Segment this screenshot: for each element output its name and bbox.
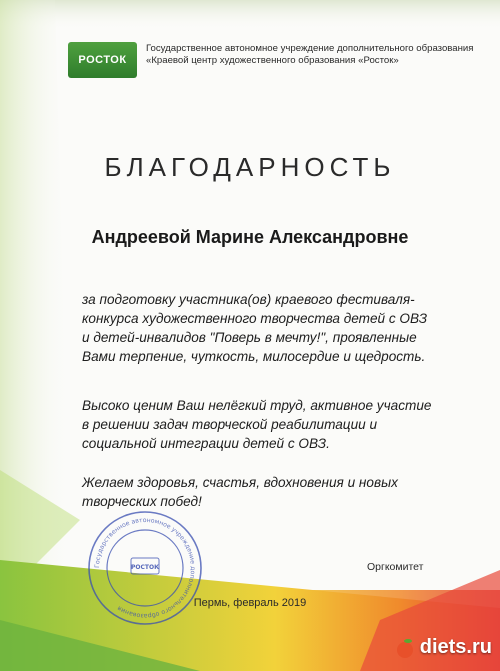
paragraph-line: в решении задач творческой реабилитации и <box>82 417 378 432</box>
paragraph-line: социальной интеграции детей с ОВЗ. <box>82 436 330 451</box>
rostok-logo: РОСТОК <box>68 42 137 78</box>
paragraph-line: за подготовку участника(ов) краевого фестиваля- <box>82 292 415 307</box>
organization-line: «Краевой центр художественного образования «Росток» <box>146 55 399 66</box>
paragraph-line: Вами терпение, чуткость, милосердие и щедрость. <box>82 349 426 364</box>
paragraph-line: конкурса художественного творчества детей с ОВЗ <box>82 311 428 326</box>
official-stamp <box>85 508 205 628</box>
wishes-paragraph <box>82 473 462 511</box>
watermark-text: diets.ru <box>419 636 492 658</box>
organization-header <box>146 43 474 67</box>
organization-line: Государственное автономное учреждение дополнительного образования <box>146 43 474 54</box>
signature-label: Оргкомитет <box>367 561 424 573</box>
place-date: Пермь, февраль 2019 <box>193 597 307 609</box>
appreciation-paragraph <box>82 396 462 453</box>
paragraph-line: Желаем здоровья, счастья, вдохновения и новых <box>82 475 398 490</box>
site-watermark <box>394 636 492 659</box>
paragraph-line: и детей-инвалидов "Поверь в мечту!", проявленные <box>82 330 417 345</box>
document-title: БЛАГОДАРНОСТЬ <box>104 152 396 182</box>
gratitude-paragraph <box>82 290 462 366</box>
stamp-center-text: РОСТОК <box>131 564 159 571</box>
recipient-name: Андреевой Марине Александровне <box>91 227 409 247</box>
apple-icon <box>394 637 416 659</box>
paragraph-line: Высоко ценим Ваш нелёгкий труд, активное участие <box>82 398 432 413</box>
paragraph-line: творческих побед! <box>82 494 202 509</box>
stamp-ring-text: Государственное автономное учреждение дополнительного образования <box>93 516 197 620</box>
